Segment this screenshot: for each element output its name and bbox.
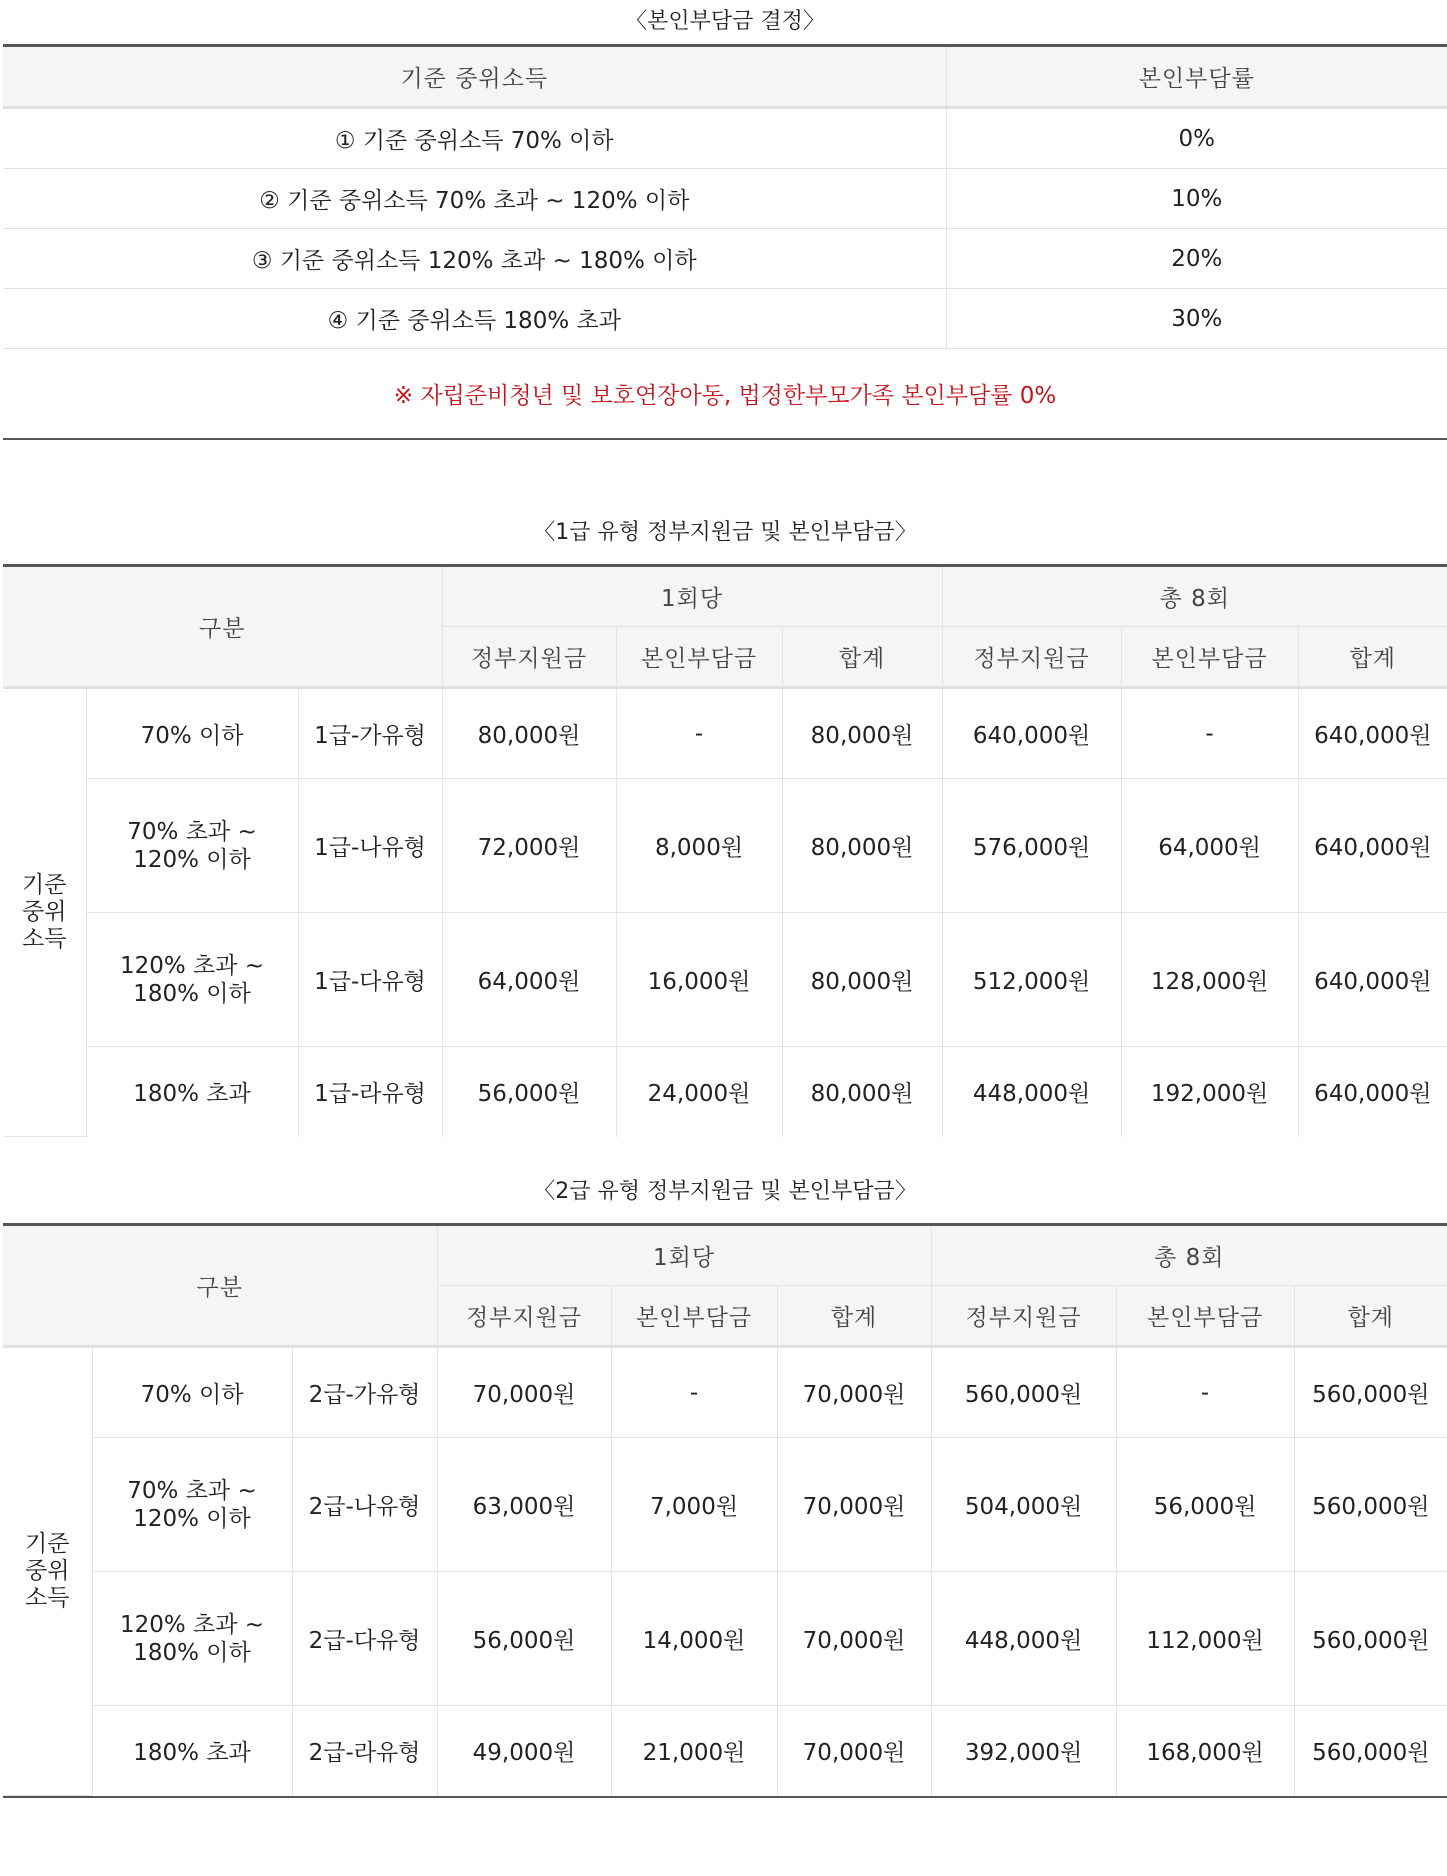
income-range: 120% 초과 ~ 180% 이하 (92, 1572, 292, 1706)
income-range: 180% 초과 (92, 1706, 292, 1796)
cell: 63,000원 (437, 1438, 611, 1572)
table-row (3, 1347, 1447, 1438)
grade1-table (3, 564, 1447, 1137)
header-gubun: 구분 (3, 566, 442, 688)
type-label: 1급-다유형 (298, 913, 442, 1047)
cell: 21,000원 (611, 1706, 777, 1796)
income-range: ③ 기준 중위소득 120% 초과 ~ 180% 이하 (3, 229, 946, 289)
cell: 640,000원 (1298, 779, 1447, 913)
income-range: ① 기준 중위소득 70% 이하 (3, 108, 946, 169)
cell: 16,000원 (616, 913, 782, 1047)
cell: 70,000원 (777, 1572, 931, 1706)
type-label: 2급-라유형 (292, 1706, 437, 1796)
side-label-income: 기준 중위 소득 (3, 688, 86, 1137)
copay-rate: 30% (946, 289, 1447, 349)
cell: 576,000원 (942, 779, 1121, 913)
cell: 80,000원 (782, 779, 942, 913)
cell: 56,000원 (1116, 1438, 1294, 1572)
cell: 24,000원 (616, 1047, 782, 1137)
cell: 560,000원 (1294, 1572, 1447, 1706)
header-sum: 합계 (782, 627, 942, 688)
header-per-session: 1회당 (442, 566, 942, 627)
cell: 640,000원 (1298, 913, 1447, 1047)
header-sum: 합계 (1294, 1286, 1447, 1347)
header-rate: 본인부담률 (946, 46, 1447, 108)
cell: 512,000원 (942, 913, 1121, 1047)
cell: - (1121, 688, 1298, 779)
cell: 640,000원 (942, 688, 1121, 779)
exemption-note: ※ 자립준비청년 및 보호연장아동, 법정한부모가족 본인부담률 0% (3, 349, 1447, 440)
cell: 560,000원 (1294, 1706, 1447, 1796)
cell: 49,000원 (437, 1706, 611, 1796)
table-row (3, 1706, 1447, 1796)
table-row (3, 169, 1447, 229)
cell: 640,000원 (1298, 1047, 1447, 1137)
type-label: 1급-나유형 (298, 779, 442, 913)
table-row (3, 913, 1447, 1047)
header-total-8: 총 8회 (942, 566, 1447, 627)
header-gov-support: 정부지원금 (437, 1286, 611, 1347)
cell: 64,000원 (442, 913, 616, 1047)
cell: - (616, 688, 782, 779)
copay-rate-table (3, 44, 1447, 440)
section2-title: 〈 1급 유형 정부지원금 및 본인부담금 〉 (3, 502, 1447, 564)
header-copay: 본인부담금 (611, 1286, 777, 1347)
type-label: 1급-라유형 (298, 1047, 442, 1137)
cell: 80,000원 (782, 1047, 942, 1137)
table-row (3, 1047, 1447, 1137)
header-copay: 본인부담금 (616, 627, 782, 688)
cell: 64,000원 (1121, 779, 1298, 913)
income-range: 70% 이하 (86, 688, 298, 779)
cell: 560,000원 (931, 1347, 1116, 1438)
type-label: 2급-다유형 (292, 1572, 437, 1706)
income-range: 70% 초과 ~ 120% 이하 (86, 779, 298, 913)
table-row (3, 108, 1447, 169)
cell: 128,000원 (1121, 913, 1298, 1047)
table-row (3, 289, 1447, 349)
header-gubun: 구분 (3, 1225, 437, 1347)
cell: 70,000원 (777, 1706, 931, 1796)
header-per-session: 1회당 (437, 1225, 931, 1286)
side-label-income: 기준 중위 소득 (3, 1347, 92, 1796)
cell: 560,000원 (1294, 1438, 1447, 1572)
cell: 70,000원 (777, 1438, 931, 1572)
table-row (3, 779, 1447, 913)
header-total-8: 총 8회 (931, 1225, 1447, 1286)
header-copay: 본인부담금 (1116, 1286, 1294, 1347)
cell: 14,000원 (611, 1572, 777, 1706)
cell: 8,000원 (616, 779, 782, 913)
cell: 70,000원 (777, 1347, 931, 1438)
cell: 7,000원 (611, 1438, 777, 1572)
header-income: 기준 중위소득 (3, 46, 946, 108)
cell: 560,000원 (1294, 1347, 1447, 1438)
cell: 640,000원 (1298, 688, 1447, 779)
income-range: ② 기준 중위소득 70% 초과 ~ 120% 이하 (3, 169, 946, 229)
copay-rate: 0% (946, 108, 1447, 169)
table-row (3, 688, 1447, 779)
cell: - (611, 1347, 777, 1438)
table-row (3, 1438, 1447, 1572)
section3-title: 〈 2급 유형 정부지원금 및 본인부담금 〉 (3, 1161, 1447, 1223)
header-gov-support: 정부지원금 (442, 627, 616, 688)
cell: 192,000원 (1121, 1047, 1298, 1137)
cell: 70,000원 (437, 1347, 611, 1438)
cell: 56,000원 (442, 1047, 616, 1137)
cell: 80,000원 (442, 688, 616, 779)
income-range: 180% 초과 (86, 1047, 298, 1137)
cell: 448,000원 (942, 1047, 1121, 1137)
type-label: 2급-나유형 (292, 1438, 437, 1572)
cell: 56,000원 (437, 1572, 611, 1706)
cell: 504,000원 (931, 1438, 1116, 1572)
header-sum: 합계 (1298, 627, 1447, 688)
cell: - (1116, 1347, 1294, 1438)
note-row (3, 349, 1447, 440)
income-range: 120% 초과 ~ 180% 이하 (86, 913, 298, 1047)
cell: 392,000원 (931, 1706, 1116, 1796)
copay-rate: 10% (946, 169, 1447, 229)
cell: 80,000원 (782, 688, 942, 779)
copay-rate: 20% (946, 229, 1447, 289)
header-gov-support: 정부지원금 (931, 1286, 1116, 1347)
cell: 168,000원 (1116, 1706, 1294, 1796)
header-gov-support: 정부지원금 (942, 627, 1121, 688)
income-range: ④ 기준 중위소득 180% 초과 (3, 289, 946, 349)
type-label: 1급-가유형 (298, 688, 442, 779)
table-row (3, 1572, 1447, 1706)
cell: 448,000원 (931, 1572, 1116, 1706)
type-label: 2급-가유형 (292, 1347, 437, 1438)
income-range: 70% 초과 ~ 120% 이하 (92, 1438, 292, 1572)
income-range: 70% 이하 (92, 1347, 292, 1438)
grade2-table (3, 1223, 1447, 1796)
cell: 72,000원 (442, 779, 616, 913)
header-sum: 합계 (777, 1286, 931, 1347)
table-row (3, 229, 1447, 289)
cell: 112,000원 (1116, 1572, 1294, 1706)
section1-title: 〈 본인부담금 결정 〉 (3, 0, 1447, 44)
cell: 80,000원 (782, 913, 942, 1047)
header-copay: 본인부담금 (1121, 627, 1298, 688)
